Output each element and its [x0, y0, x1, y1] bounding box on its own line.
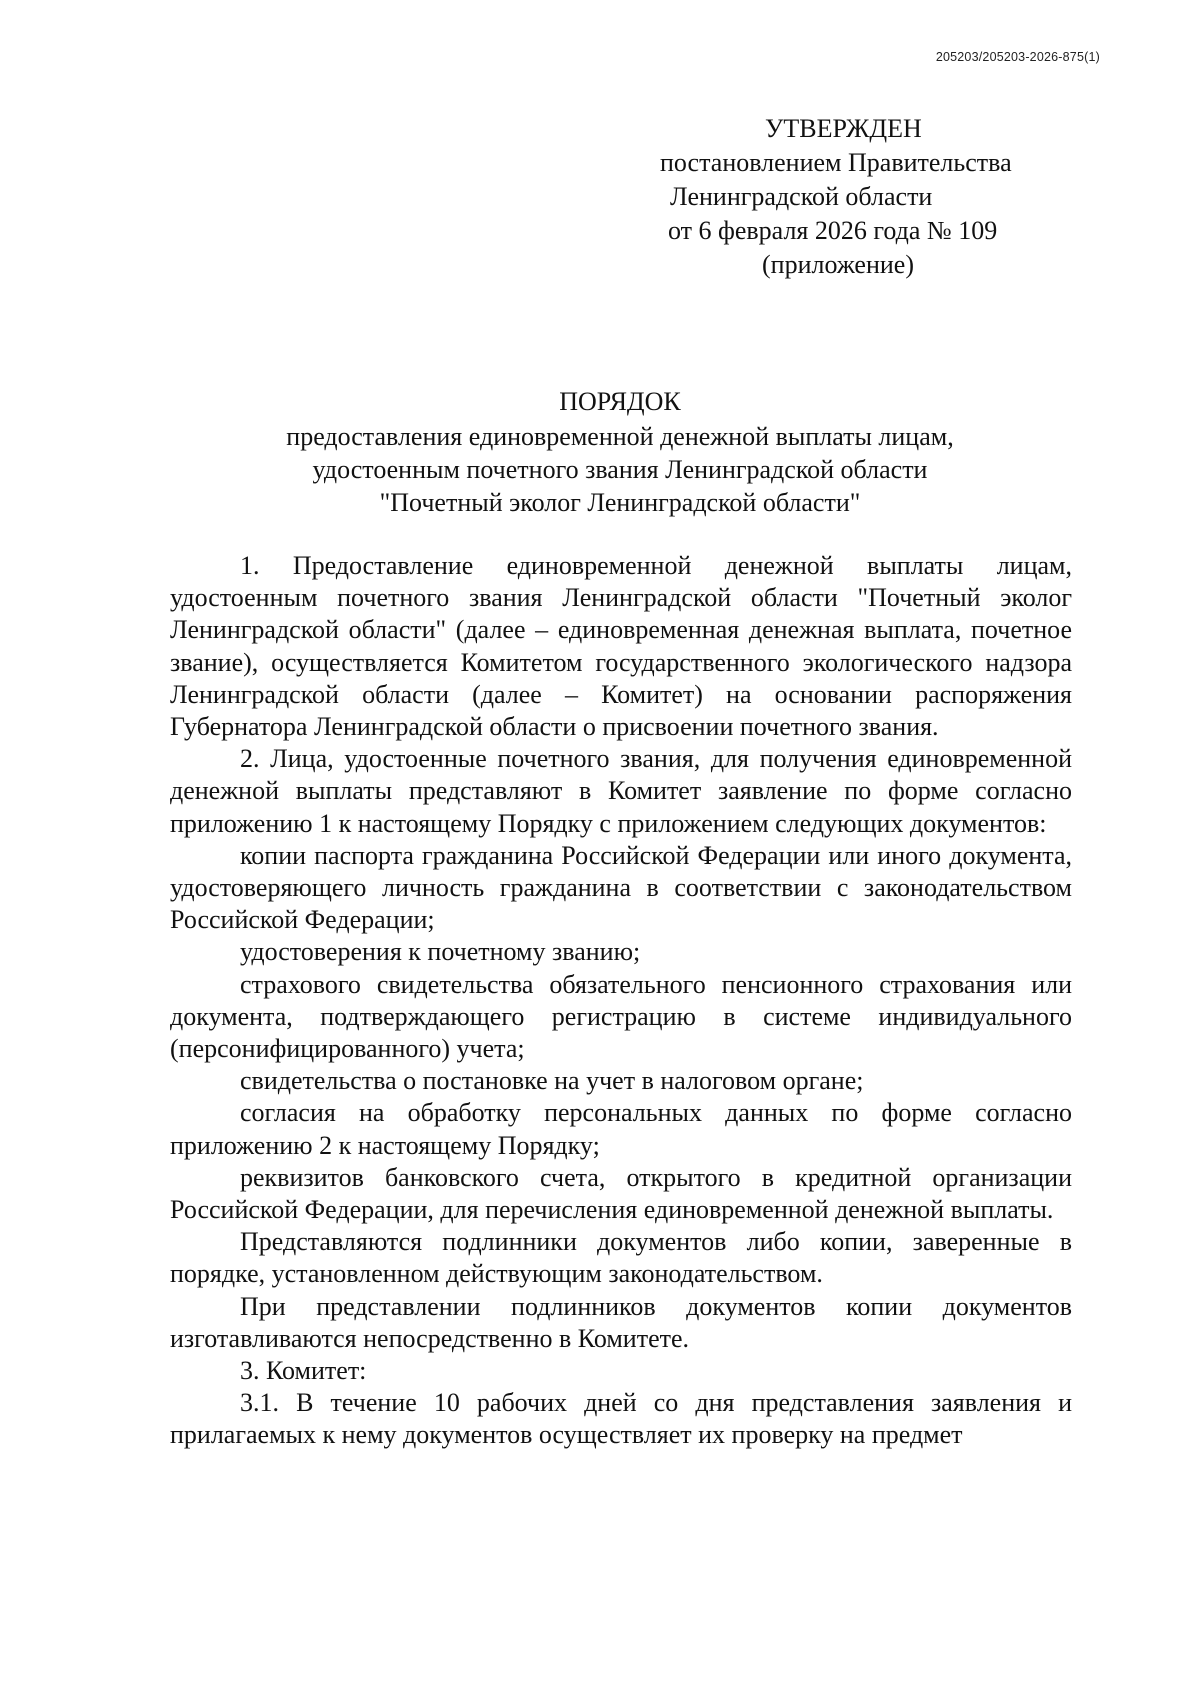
- approval-line-region: Ленинградской области: [670, 182, 933, 211]
- document-title: [170, 385, 1070, 519]
- approval-heading: УТВЕРЖДЕН: [765, 114, 922, 143]
- document-list-item: свидетельства о постановке на учет в налоговом органе;: [240, 1066, 864, 1096]
- approval-stamp: [660, 112, 1070, 282]
- approval-line-resolution: постановлением Правительства: [660, 148, 1012, 177]
- title-subtitle-line: предоставления единовременной денежной выплаты лицам,: [286, 422, 954, 451]
- document-body: [170, 550, 1072, 1452]
- document-list-item: страхового свидетельства обязательного пенсионного страхования или документа, подтверждающего регистрацию в системе индивидуального (персонифицированного) учета;: [170, 969, 1072, 1064]
- paragraph-note: Представляются подлинники документов либо копии, заверенные в порядке, установленном действующим законодательством.: [170, 1227, 1072, 1289]
- paragraph-item-2: 2. Лица, удостоенные почетного звания, для получения единовременной денежной выплаты представляют в Комитет заявление по форме согласно приложению 1 к настоящему Порядку с приложением следующих документов:: [170, 744, 1072, 838]
- title-subtitle-line: удостоенным почетного звания Ленинградской области: [312, 455, 928, 484]
- title-heading: ПОРЯДОК: [559, 387, 681, 416]
- approval-line-date: от 6 февраля 2026 года № 109: [668, 216, 998, 245]
- document-list-item: согласия на обработку персональных данных по форме согласно приложению 2 к настоящему Порядку;: [170, 1098, 1072, 1160]
- approval-line-appendix: (приложение): [762, 250, 915, 279]
- paragraph-item-1: 1. Предоставление единовременной денежной выплаты лицам, удостоенным почетного звания Ленинградской области "Почетный эколог Ленинградской области" (далее – единовременная денежная выплата, почетное звание), осуществляется Комитетом государственного экологического надзора Ленинградской области (далее – Комитет) на основании распоряжения Губернатора Ленинградской области о присвоении почетного звания.: [170, 551, 1072, 742]
- document-list-item: реквизитов банковского счета, открытого в кредитной организации Российской Федерации, для перечисления единовременной денежной выплаты.: [170, 1162, 1072, 1225]
- paragraph-item-3-1: 3.1. В течение 10 рабочих дней со дня представления заявления и прилагаемых к нему документов осуществляет их проверку на предмет: [170, 1388, 1072, 1450]
- document-list-item: удостоверения к почетному званию;: [240, 937, 641, 967]
- document-registration-number: 205203/205203-2026-875(1): [935, 50, 1100, 64]
- paragraph-note: При представлении подлинников документов копии документов изготавливаются непосредственно в Комитете.: [170, 1291, 1072, 1353]
- title-subtitle-line: "Почетный эколог Ленинградской области": [379, 488, 861, 517]
- document-list-item: копии паспорта гражданина Российской Федерации или иного документа, удостоверяющего личность гражданина в соответствии с законодательством Российской Федерации;: [170, 840, 1072, 935]
- paragraph-item-3: 3. Комитет:: [240, 1356, 367, 1386]
